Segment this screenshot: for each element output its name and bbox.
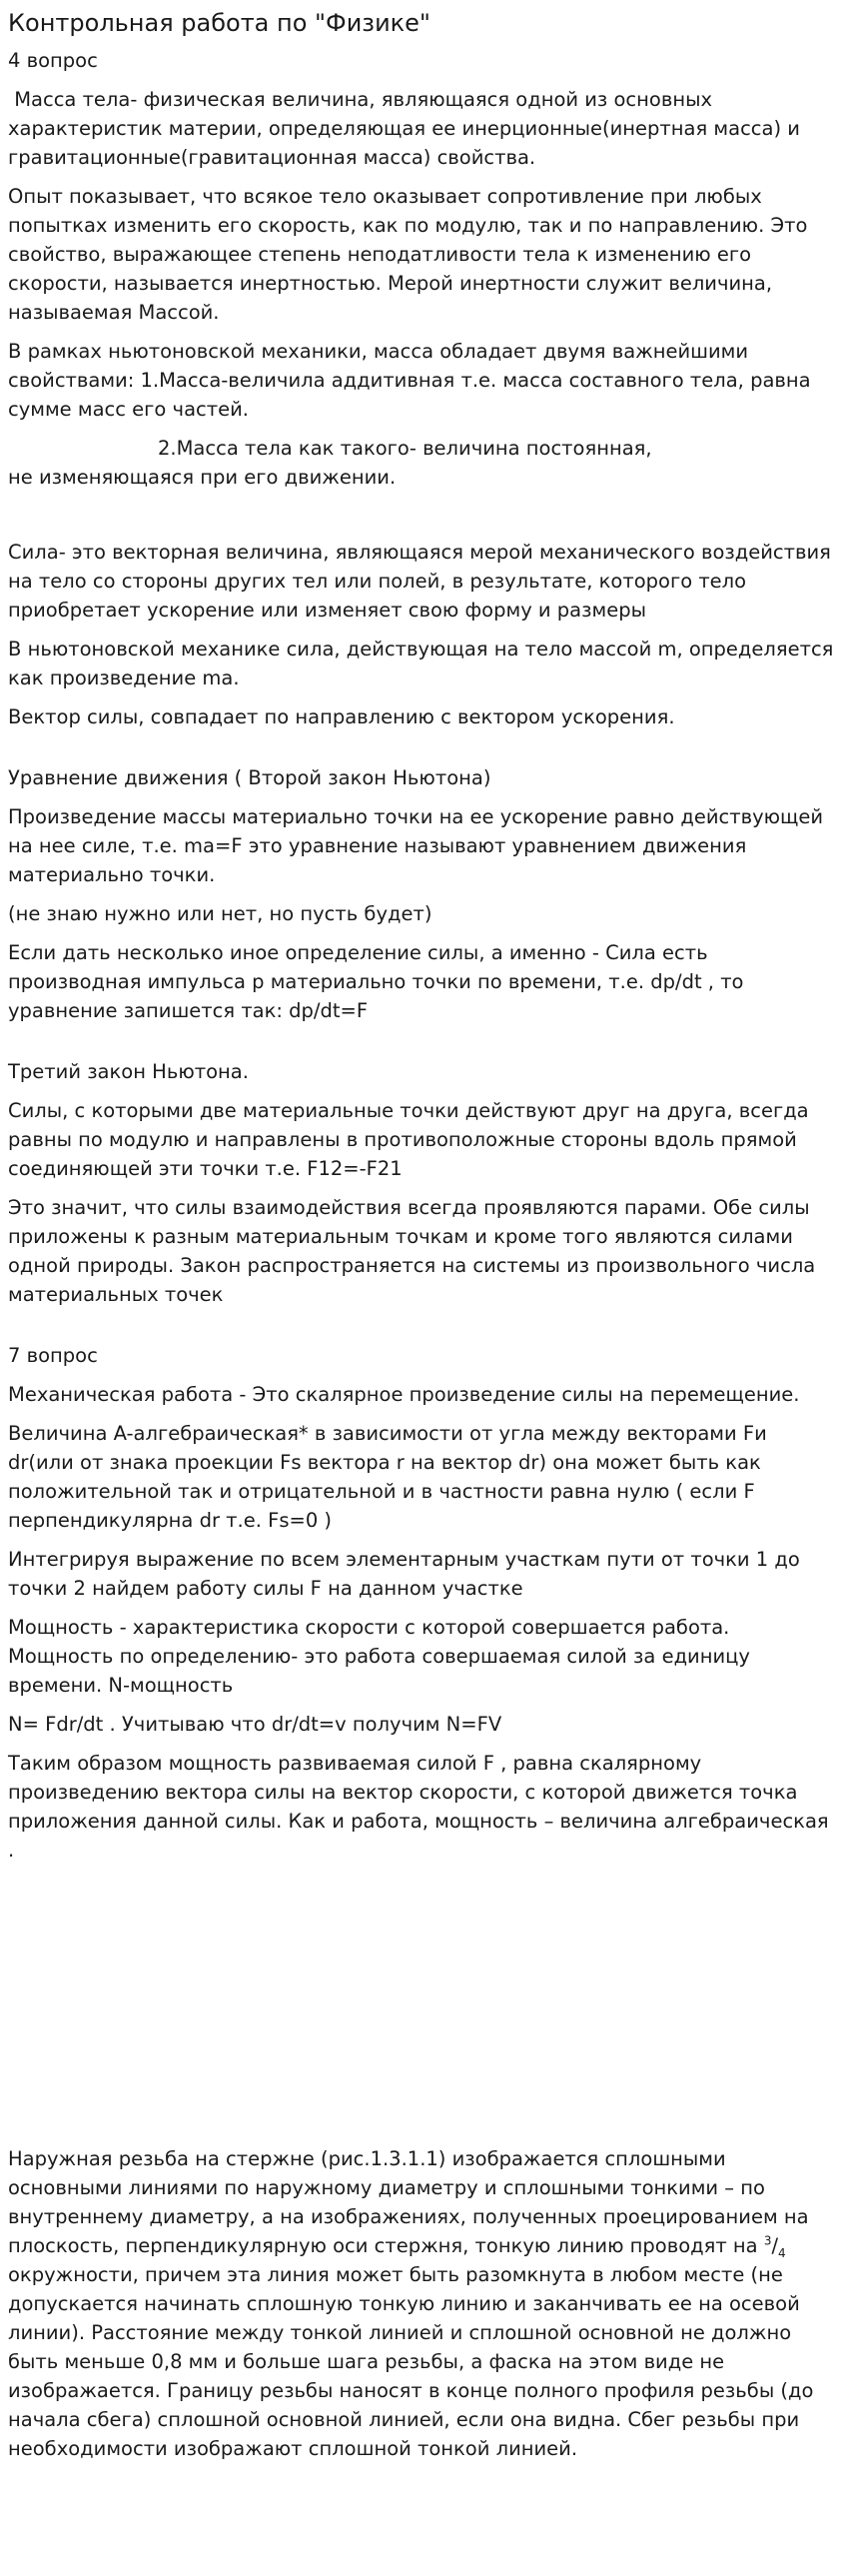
third-law-paragraph: Силы, с которыми две материальные точки действуют друг на друга, всегда равны по модулю и направлены в противоположные стороны вдоль прямой соединяющей эти точки т.е. F12=-F21	[8, 1099, 809, 1180]
spacer	[8, 741, 838, 763]
spacer	[8, 1035, 838, 1057]
question-7-heading: 7 вопрос	[8, 1344, 98, 1367]
inertia-paragraph: Опыт показывает, что всякое тело оказывает сопротивление при любых попытках изменить его скорость, как по модулю, так и по направлению. Это свойство, выражающее степень неподатливости тела к изменению его скорости, называется инертностью. Мерой инертности служит величина, называемая Массой.	[8, 185, 808, 324]
thread-text-part2: окружности, причем эта линия может быть разомкнута в любом месте (не допускается начинать сплошную тонкую линию и заканчивать ее на осевой линии). Расстояние между тонкой линией и сплошной основной не должно быть меньше 0,8 мм и больше шага резьбы, а фаска на этом виде не изображается. Границу резьбы наносят в конце полного профиля резьбы (до начала сбега) сплошной основной линией, если она видна. Сбег резьбы при необходимости изображают сплошной тонкой линией.	[8, 2263, 814, 2460]
newton-mass-paragraph: В рамках ньютоновской механики, масса обладает двумя важнейшими свойствами: 1.Масса-величила аддитивная т.е. масса составного тела, равна сумме масс его частей.	[8, 340, 811, 421]
force-ma-paragraph: В ньютоновской механике сила, действующая на тело массой m, определяется как произведение ma.	[8, 638, 834, 689]
thread-paragraph: Наружная резьба на стержне (рис.1.3.1.1) изображается сплошными основными линиями по наружному диаметру и сплошными тонкими – по внутреннему диаметру, а на изображениях, полученных проецированием на плоскость, перпендикулярную оси стержня, тонкую линию проводят на $^3/_4$ окружности, причем эта линия может быть разомкнута в любом месте (не допускается начинать сплошную тонкую линию и заканчивать ее на осевой линии). Расстояние между тонкой линией и сплошной основной не должно быть меньше 0,8 мм и больше шага резьбы, а фаска на этом виде не изображается. Границу резьбы наносят в конце полного профиля резьбы (до начала сбега) сплошной основной линией, если она видна. Сбег резьбы при необходимости изображают сплошной тонкой линией.	[8, 2147, 814, 2460]
mass-property-2-paragraph	[8, 434, 838, 492]
fraction-numerator: 3	[763, 2233, 772, 2248]
document-title: Контрольная работа по "Физике"	[8, 9, 430, 37]
fraction-denominator: 4	[778, 2245, 786, 2260]
power-definition-paragraph: Мощность - характеристика скорости с которой совершается работа. Мощность по определению- это работа совершаемая силой за единицу времени. N-мощность	[8, 1616, 750, 1697]
power-algebraic-paragraph: Таким образом мощность развиваемая силой F , равна скалярному произведению вектора силы на вектор скорости, с которой движется точка приложения данной силы. Как и работа, мощность – величина алгебраическая .	[8, 1752, 829, 1862]
interaction-pairs-paragraph: Это значит, что силы взаимодействия всегда проявляются парами. Обе силы приложены к разным материальным точкам и кроме того являются силами одной природы. Закон распространяется на системы из произвольного числа материальных точек	[8, 1196, 816, 1306]
thread-text-part1: Наружная резьба на стержне (рис.1.3.1.1) изображается сплошными основными линиями по наружному диаметру и сплошными тонкими – по внутреннему диаметру, а на изображениях, полученных проецированием на плоскость, перпендикулярную оси стержня, тонкую линию проводят на	[8, 2147, 809, 2257]
spacer	[8, 492, 838, 538]
third-law-heading: Третий закон Ньютона.	[8, 1060, 249, 1083]
work-sign-paragraph: Величина A-алгебраическая* в зависимости от угла между векторами Fи dr(или от знака проекции Fs вектора r на вектор dr) она может быть как положительной так и отрицательной и в частности равна нулю ( если F перпендикулярна dr т.е. Fs=0 )	[8, 1422, 767, 1532]
impulse-paragraph: Если дать несколько иное определение силы, а именно - Сила есть производная импульса p материально точки по времени, т.е. dp/dt , то уравнение запишется так: dp/dt=F	[8, 941, 744, 1022]
force-definition-paragraph: Сила- это векторная величина, являющаяся мерой механического воздействия на тело со стороны других тел или полей, в результате, которого тело приобретает ускорение или изменяет свою форму и размеры	[8, 541, 831, 622]
integration-paragraph: Интегрируя выражение по всем элементарным участкам пути от точки 1 до точки 2 найдем работу силы F на данном участке	[8, 1548, 800, 1600]
note-paragraph: (не знаю нужно или нет, но пусть будет)	[8, 902, 432, 925]
second-law-paragraph: Произведение массы материально точки на ее ускорение равно действующей на нее силе, т.е. ma=F это уравнение называют уравнением движения материально точки.	[8, 805, 824, 886]
work-definition-paragraph: Механическая работа - Это скалярное произведение силы на перемещение.	[8, 1383, 800, 1406]
spacer	[8, 1319, 838, 1341]
mass-definition-paragraph: Масса тела- физическая величина, являющаяся одной из основных характеристик материи, определяющая ее инерционные(инертная масса) и гравитационные(гравитационная масса) свойства.	[8, 88, 807, 169]
blank-space	[8, 1875, 838, 2144]
question-4-heading: 4 вопрос	[8, 49, 98, 72]
mass-property-2-line1: 2.Масса тела как такого- величина постоянная,	[158, 437, 652, 460]
second-law-heading: Уравнение движения ( Второй закон Ньютона)	[8, 766, 491, 789]
mass-property-2-line2: не изменяющаяся при его движении.	[8, 466, 397, 489]
force-vector-paragraph: Вектор силы, совпадает по направлению с вектором ускорения.	[8, 705, 675, 728]
power-formula-paragraph: N= Fdr/dt . Учитываю что dr/dt=v получим N=FV	[8, 1713, 502, 1736]
